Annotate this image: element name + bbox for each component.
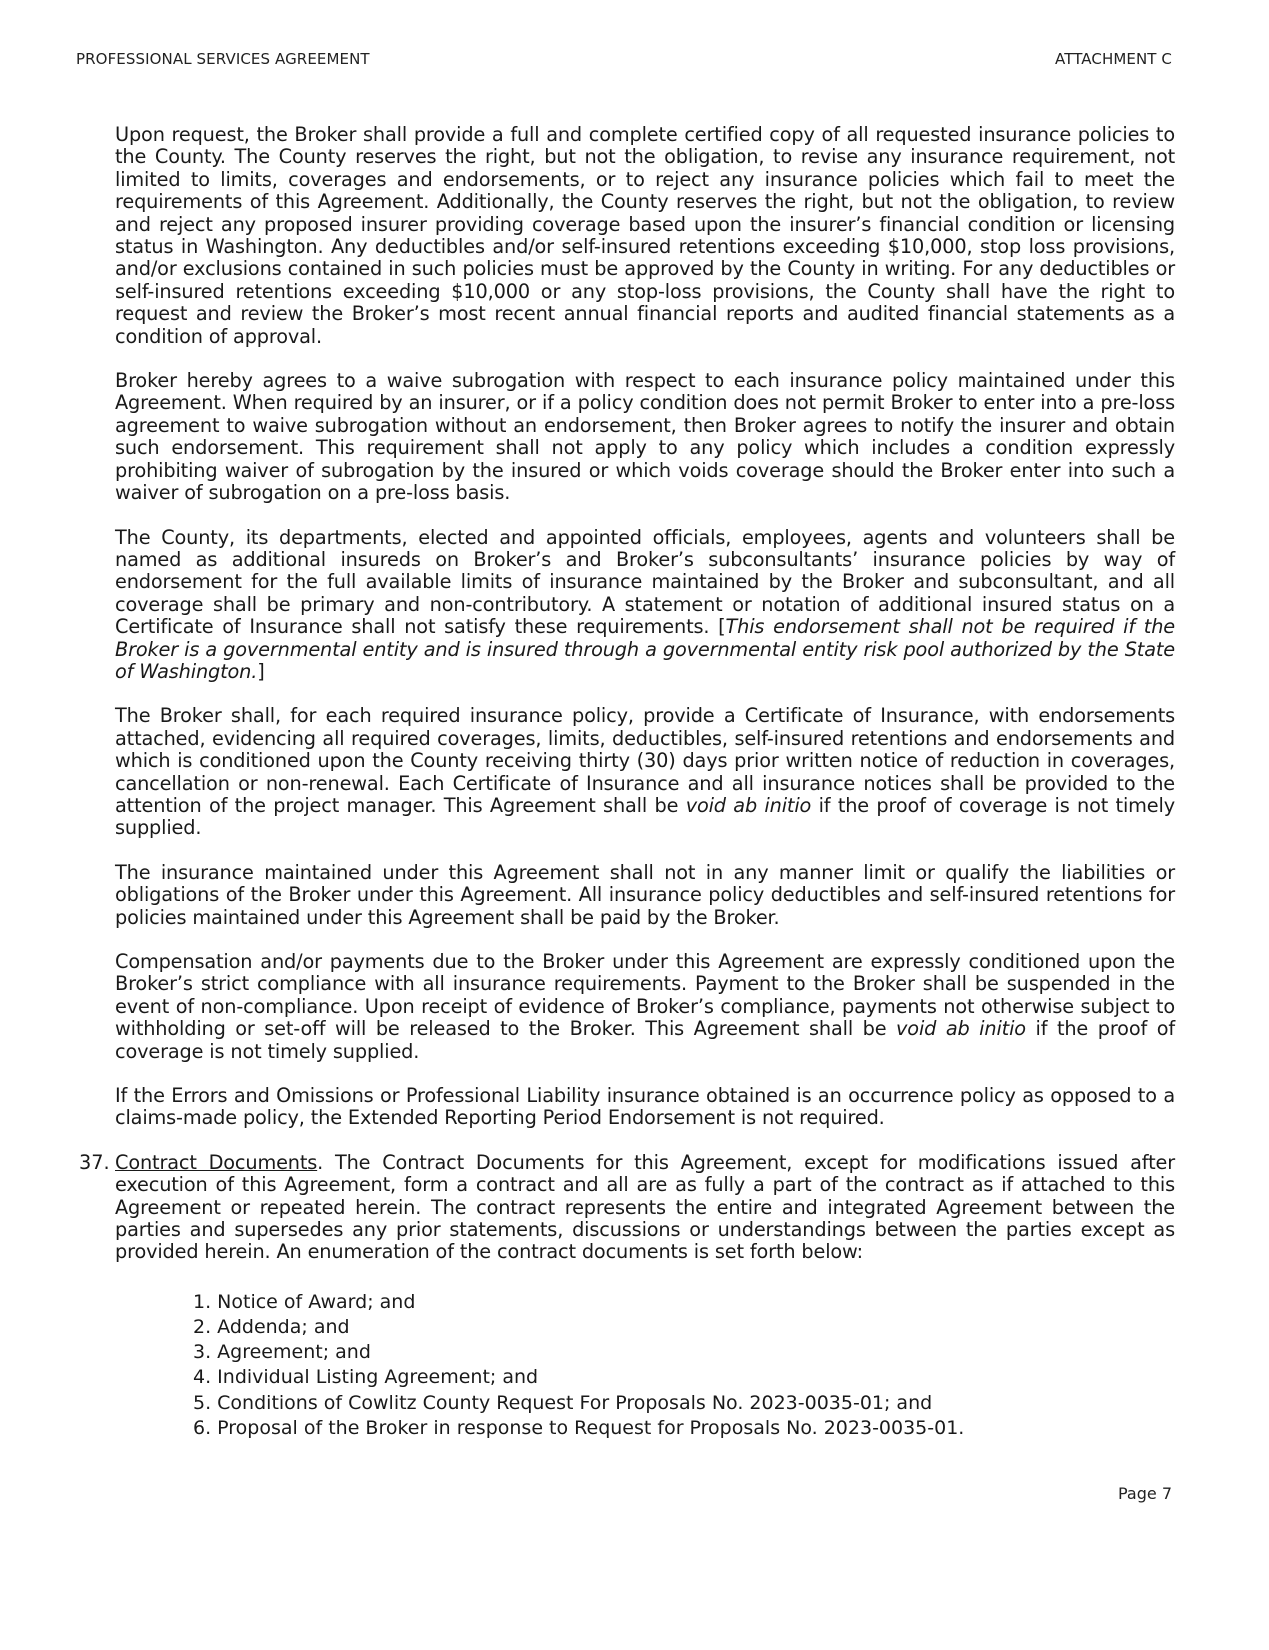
list-item: 5. Conditions of Cowlitz County Request For Proposals No. 2023-0035-01; and — [193, 1391, 933, 1414]
list-item: 4. Individual Listing Agreement; and — [193, 1366, 539, 1389]
paragraph-certificate-of-insurance — [115, 705, 1175, 839]
section-title: Contract Documents — [115, 1150, 318, 1174]
list-item: 6. Proposal of the Broker in response to Request for Proposals No. 2023-0035-01. — [193, 1416, 965, 1439]
certificate-text-end: if the proof of coverage is not timely supplied. — [115, 793, 1175, 840]
compensation-text: Compensation and/or payments due to the Broker under this Agreement are expressly conditioned upon the Broker’s strict compliance with all insurance requirements. Payment to the Broker shall be suspended in the event of non-compliance. Upon receipt of evidence of Broker’s compliance, payments not otherwise subject to withholding or set-off will be released to the Broker. This Agreement shall be — [115, 950, 1175, 1041]
document-body — [79, 123, 1176, 1441]
page-number: Page 7 — [1118, 1484, 1172, 1503]
certificate-void-ab-initio: void ab initio — [685, 793, 812, 817]
paragraph-additional-insureds — [115, 527, 1175, 684]
list-item: 3. Agreement; and — [193, 1341, 371, 1364]
section-number: 37. — [79, 1150, 110, 1174]
paragraph-compensation — [115, 951, 1175, 1063]
header-attachment: ATTACHMENT C — [1055, 50, 1172, 68]
compensation-void-ab-initio: void ab initio — [896, 1017, 1026, 1041]
list-item: 1. Notice of Award; and — [193, 1290, 416, 1313]
paragraph-insurance-limits: The insurance maintained under this Agreement shall not in any manner limit or qualify the liabilities or obligations of the Broker under this Agreement. All insurance policy deductibles and self-insured retentions for policies maintained under this Agreement shall be paid by the Broker. — [115, 860, 1175, 929]
additional-insureds-text: The County, its departments, elected and appointed officials, employees, agents and volunteers shall be named as additional insureds on Broker’s and Broker’s subconsultants’ insurance policies by way of endorsement for the full available limits of insurance maintained by the Broker and subconsultant, and all coverage shall be primary and non-contributory. A statement or notation of additional insured status on a Certificate of Insurance shall not satisfy these requirements. [ — [115, 525, 1175, 639]
certificate-text: The Broker shall, for each required insurance policy, provide a Certificate of Insurance, with endorsements attached, evidencing all required coverages, limits, deductibles, self-insured retentions and endorsements and which is conditioned upon the County receiving thirty (30) days prior written notice of reduction in coverages, cancellation or non-renewal. Each Certificate of Insurance and all insurance notices shall be provided to the attention of the project manager. This Agreement shall be — [115, 704, 1175, 817]
compensation-text-end: if the proof of coverage is not timely supplied. — [115, 1017, 1175, 1063]
additional-insureds-close-bracket: ] — [257, 659, 265, 683]
section-37-text: . The Contract Documents for this Agreement, except for modifications issued after execution of this Agreement, form a contract and all are as fully a part of the contract as if attached to this Agreement or repeated herein. The contract represents the entire and integrated Agreement between the parties and supersedes any prior statements, discussions or understandings between the parties except as provided herein. An enumeration of the contract documents is set forth below: — [115, 1150, 1175, 1264]
section-37-contract-documents — [79, 1150, 1175, 1441]
header-title: PROFESSIONAL SERVICES AGREEMENT — [76, 50, 370, 68]
contract-documents-list — [115, 1290, 1175, 1441]
paragraph-waive-subrogation: Broker hereby agrees to a waive subrogation with respect to each insurance policy maintained under this Agreement. When required by an insurer, or if a policy condition does not permit Broker to enter into a pre-loss agreement to waive subrogation without an endorsement, then Broker agrees to notify the insurer and obtain such endorsement. This requirement shall not apply to any policy which includes a condition expressly prohibiting waiver of subrogation by the insured or which voids coverage should the Broker enter into such a waiver of subrogation on a pre-loss basis. — [115, 369, 1175, 505]
paragraph-certified-copy: Upon request, the Broker shall provide a full and complete certified copy of all requested insurance policies to the County. The County reserves the right, but not the obligation, to revise any insurance requirement, not limited to limits, coverages and endorsements, or to reject any insurance policies which fail to meet the requirements of this Agreement. Additionally, the County reserves the right, but not the obligation, to review and reject any proposed insurer providing coverage based upon the insurer’s financial condition or licensing status in Washington. Any deductibles and/or self-insured retentions exceeding $10,000, stop loss provisions, and/or exclusions contained in such policies must be approved by the County in writing. For any deductibles or self-insured retentions exceeding $10,000 or any stop-loss provisions, the County shall have the right to request and review the Broker’s most recent annual financial reports and audited financial statements as a condition of approval. — [115, 123, 1175, 348]
paragraph-errors-omissions: If the Errors and Omissions or Professional Liability insurance obtained is an occurrence policy as opposed to a claims-made policy, the Extended Reporting Period Endorsement is not required. — [115, 1084, 1175, 1130]
additional-insureds-italic-note: This endorsement shall not be required if the Broker is a governmental entity and is insured through a governmental entity risk pool authorized by the State of Washington. — [115, 615, 1176, 683]
section-37-paragraph — [115, 1152, 1175, 1264]
list-item: 2. Addenda; and — [193, 1316, 350, 1339]
